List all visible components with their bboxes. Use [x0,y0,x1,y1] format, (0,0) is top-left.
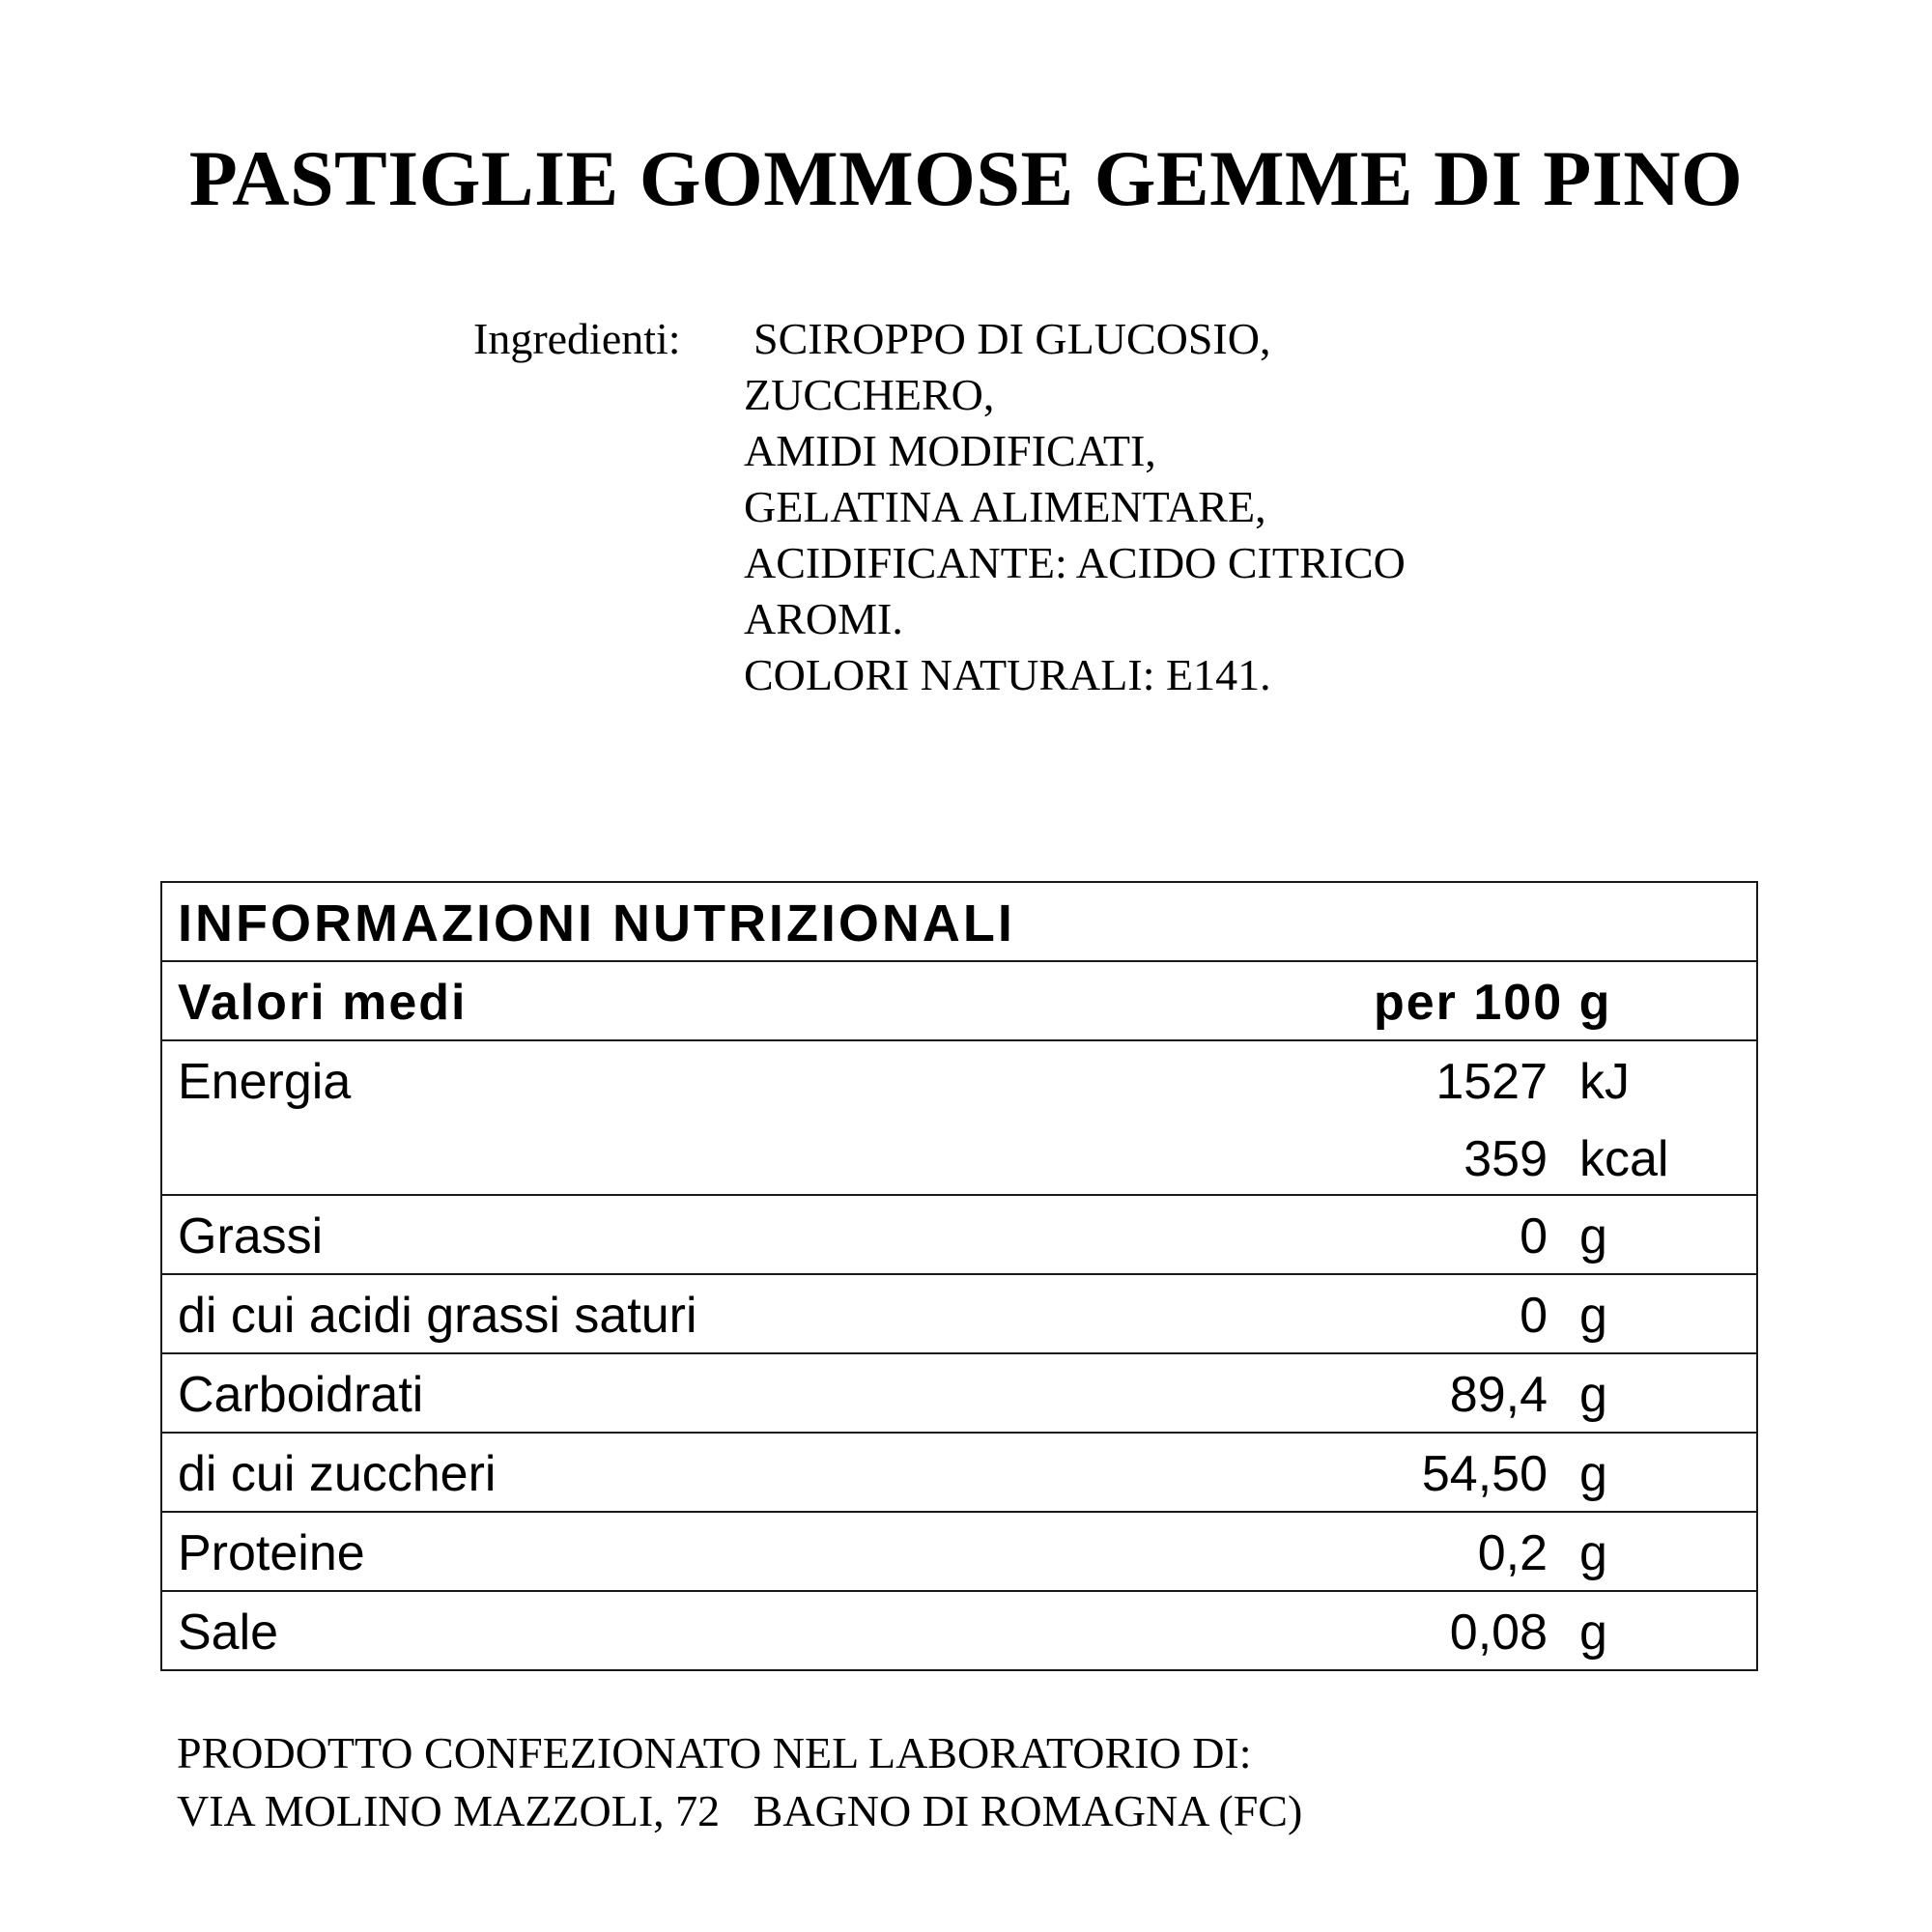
ingredient-item: AMIDI MODIFICATI, [744,426,1156,475]
nutrition-header-row [162,883,1756,960]
row-unit: g [1579,1367,1607,1423]
nutrition-subheader-row [162,960,1756,1039]
nutrition-row-saturated-fat [162,1273,1756,1352]
row-label: Grassi [178,1208,324,1264]
row-label: Sale [178,1605,279,1661]
ingredient-item: ACIDIFICANTE: ACIDO CITRICO [744,538,1406,587]
ingredients-label: Ingredienti: [473,314,681,363]
row-value: 0,08 [1449,1605,1548,1661]
nutrition-row-energy [162,1039,1756,1194]
row-label: di cui acidi grassi saturi [178,1288,697,1344]
row-value: 0 [1520,1208,1548,1264]
row-value: 89,4 [1449,1367,1548,1423]
row-unit: g [1579,1446,1607,1502]
nutrition-row-protein [162,1511,1756,1590]
energy-kj-value: 1527 [1435,1054,1548,1110]
subheader-per: per 100 g [1374,975,1612,1031]
row-unit: g [1579,1288,1607,1344]
row-value: 0,2 [1477,1525,1548,1581]
row-value: 0 [1520,1288,1548,1344]
nutrition-row-carbohydrates [162,1352,1756,1432]
energy-label: Energia [178,1054,352,1110]
ingredient-item: COLORI NATURALI: E141. [744,650,1271,699]
row-unit: g [1579,1525,1607,1581]
row-unit: g [1579,1605,1607,1661]
row-label: Carboidrati [178,1367,424,1423]
ingredient-item: SCIROPPO DI GLUCOSIO, [753,314,1271,363]
nutrition-row-fat [162,1194,1756,1273]
ingredients-list [744,311,1406,703]
producer-info [177,1724,1302,1840]
producer-line: PRODOTTO CONFEZIONATO NEL LABORATORIO DI: [177,1728,1252,1777]
subheader-label: Valori medi [178,975,468,1031]
nutrition-table [160,881,1758,1671]
row-unit: g [1579,1208,1607,1264]
ingredient-item: GELATINA ALIMENTARE, [744,482,1266,531]
row-label: di cui zuccheri [178,1446,497,1502]
nutrition-row-sugars [162,1432,1756,1511]
product-title: PASTIGLIE GOMMOSE GEMME DI PINO [188,134,1744,222]
energy-kj-unit: kJ [1579,1054,1630,1110]
ingredient-item: ZUCCHERO, [744,370,995,419]
row-value: 54,50 [1421,1446,1548,1502]
nutrition-header: INFORMAZIONI NUTRIZIONALI [178,895,1015,952]
energy-kcal-value: 359 [1463,1131,1548,1187]
producer-address: VIA MOLINO MAZZOLI, 72 BAGNO DI ROMAGNA (FC) [177,1786,1303,1835]
nutrition-row-salt [162,1590,1756,1669]
row-label: Proteine [178,1525,365,1581]
ingredient-item: AROMI. [744,594,903,643]
energy-kcal-unit: kcal [1579,1131,1669,1187]
